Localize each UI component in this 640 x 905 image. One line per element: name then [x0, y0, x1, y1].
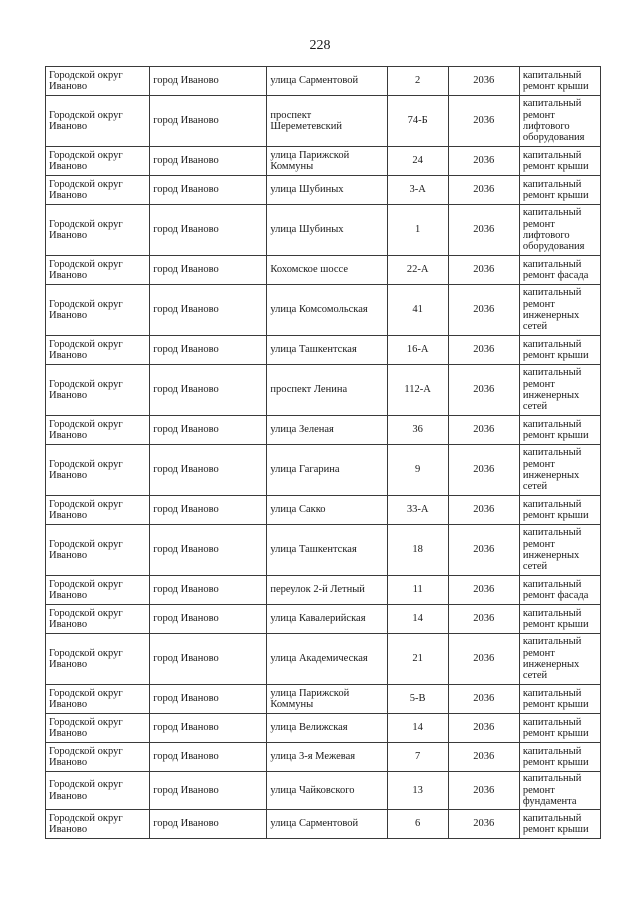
table-row: [46, 256, 601, 285]
year-cell: 2036: [448, 810, 519, 839]
table-row: [46, 205, 601, 256]
year-cell: 2036: [448, 256, 519, 285]
house-number-cell: 22-А: [387, 256, 448, 285]
table-row: [46, 743, 601, 772]
city-cell: город Иваново: [150, 605, 267, 634]
street-cell: улица Шубиных: [267, 205, 387, 256]
year-cell: 2036: [448, 365, 519, 416]
work-type-cell: капитальный ремонт крыши: [519, 176, 600, 205]
okrug-cell: Городской округ Иваново: [46, 634, 150, 685]
table-row: [46, 445, 601, 496]
city-cell: город Иваново: [150, 576, 267, 605]
okrug-cell: Городской округ Иваново: [46, 147, 150, 176]
work-type-cell: капитальный ремонт фундамента: [519, 772, 600, 810]
house-number-cell: 14: [387, 714, 448, 743]
city-cell: город Иваново: [150, 525, 267, 576]
street-cell: улица Комсомольская: [267, 285, 387, 336]
okrug-cell: Городской округ Иваново: [46, 772, 150, 810]
street-cell: улица Академическая: [267, 634, 387, 685]
street-cell: улица Парижской Коммуны: [267, 147, 387, 176]
city-cell: город Иваново: [150, 634, 267, 685]
table-row: [46, 336, 601, 365]
street-cell: улица Шубиных: [267, 176, 387, 205]
okrug-cell: Городской округ Иваново: [46, 685, 150, 714]
work-type-cell: капитальный ремонт крыши: [519, 810, 600, 839]
work-type-cell: капитальный ремонт фасада: [519, 256, 600, 285]
year-cell: 2036: [448, 685, 519, 714]
street-cell: улица Чайковского: [267, 772, 387, 810]
page-number: 228: [309, 38, 331, 53]
okrug-cell: Городской округ Иваново: [46, 67, 150, 96]
street-cell: улица 3-я Межевая: [267, 743, 387, 772]
house-number-cell: 16-А: [387, 336, 448, 365]
table-row: [46, 772, 601, 810]
house-number-cell: 24: [387, 147, 448, 176]
house-number-cell: 112-А: [387, 365, 448, 416]
city-cell: город Иваново: [150, 336, 267, 365]
house-number-cell: 9: [387, 445, 448, 496]
work-type-cell: капитальный ремонт крыши: [519, 743, 600, 772]
work-type-cell: капитальный ремонт крыши: [519, 416, 600, 445]
city-cell: город Иваново: [150, 743, 267, 772]
house-number-cell: 2: [387, 67, 448, 96]
city-cell: город Иваново: [150, 365, 267, 416]
work-type-cell: капитальный ремонт крыши: [519, 67, 600, 96]
work-type-cell: капитальный ремонт фасада: [519, 576, 600, 605]
house-number-cell: 21: [387, 634, 448, 685]
table-row: [46, 285, 601, 336]
city-cell: город Иваново: [150, 772, 267, 810]
house-number-cell: 3-А: [387, 176, 448, 205]
year-cell: 2036: [448, 147, 519, 176]
work-type-cell: капитальный ремонт крыши: [519, 714, 600, 743]
table-row: [46, 685, 601, 714]
year-cell: 2036: [448, 445, 519, 496]
year-cell: 2036: [448, 416, 519, 445]
house-number-cell: 11: [387, 576, 448, 605]
house-number-cell: 14: [387, 605, 448, 634]
street-cell: улица Ташкентская: [267, 525, 387, 576]
street-cell: проспект Ленина: [267, 365, 387, 416]
table-row: [46, 176, 601, 205]
house-number-cell: 33-А: [387, 496, 448, 525]
okrug-cell: Городской округ Иваново: [46, 256, 150, 285]
house-number-cell: 7: [387, 743, 448, 772]
house-number-cell: 5-В: [387, 685, 448, 714]
house-number-cell: 18: [387, 525, 448, 576]
street-cell: улица Зеленая: [267, 416, 387, 445]
work-type-cell: капитальный ремонт инженерных сетей: [519, 445, 600, 496]
city-cell: город Иваново: [150, 445, 267, 496]
city-cell: город Иваново: [150, 147, 267, 176]
city-cell: город Иваново: [150, 285, 267, 336]
okrug-cell: Городской округ Иваново: [46, 445, 150, 496]
table-row: [46, 496, 601, 525]
table-row: [46, 525, 601, 576]
house-number-cell: 1: [387, 205, 448, 256]
work-type-cell: капитальный ремонт лифтового оборудования: [519, 96, 600, 147]
street-cell: улица Гагарина: [267, 445, 387, 496]
table-row: [46, 365, 601, 416]
city-cell: город Иваново: [150, 714, 267, 743]
street-cell: улица Кавалерийская: [267, 605, 387, 634]
work-type-cell: капитальный ремонт инженерных сетей: [519, 365, 600, 416]
year-cell: 2036: [448, 605, 519, 634]
city-cell: город Иваново: [150, 176, 267, 205]
street-cell: улица Сарментовой: [267, 810, 387, 839]
house-number-cell: 74-Б: [387, 96, 448, 147]
okrug-cell: Городской округ Иваново: [46, 525, 150, 576]
table-row: [46, 147, 601, 176]
year-cell: 2036: [448, 576, 519, 605]
table-row: [46, 605, 601, 634]
okrug-cell: Городской округ Иваново: [46, 365, 150, 416]
city-cell: город Иваново: [150, 205, 267, 256]
table-row: [46, 96, 601, 147]
street-cell: улица Сакко: [267, 496, 387, 525]
city-cell: город Иваново: [150, 810, 267, 839]
city-cell: город Иваново: [150, 416, 267, 445]
year-cell: 2036: [448, 96, 519, 147]
house-number-cell: 41: [387, 285, 448, 336]
okrug-cell: Городской округ Иваново: [46, 605, 150, 634]
okrug-cell: Городской округ Иваново: [46, 336, 150, 365]
city-cell: город Иваново: [150, 685, 267, 714]
street-cell: проспект Шереметевский: [267, 96, 387, 147]
work-type-cell: капитальный ремонт крыши: [519, 336, 600, 365]
okrug-cell: Городской округ Иваново: [46, 576, 150, 605]
street-cell: улица Парижской Коммуны: [267, 685, 387, 714]
work-type-cell: капитальный ремонт инженерных сетей: [519, 285, 600, 336]
year-cell: 2036: [448, 285, 519, 336]
work-type-cell: капитальный ремонт крыши: [519, 147, 600, 176]
street-cell: улица Велижская: [267, 714, 387, 743]
city-cell: город Иваново: [150, 496, 267, 525]
okrug-cell: Городской округ Иваново: [46, 496, 150, 525]
work-type-cell: капитальный ремонт крыши: [519, 685, 600, 714]
city-cell: город Иваново: [150, 256, 267, 285]
table-row: [46, 416, 601, 445]
okrug-cell: Городской округ Иваново: [46, 285, 150, 336]
work-type-cell: капитальный ремонт инженерных сетей: [519, 525, 600, 576]
okrug-cell: Городской округ Иваново: [46, 416, 150, 445]
work-type-cell: капитальный ремонт инженерных сетей: [519, 634, 600, 685]
year-cell: 2036: [448, 176, 519, 205]
house-number-cell: 13: [387, 772, 448, 810]
year-cell: 2036: [448, 336, 519, 365]
year-cell: 2036: [448, 743, 519, 772]
street-cell: улица Сарментовой: [267, 67, 387, 96]
house-number-cell: 6: [387, 810, 448, 839]
year-cell: 2036: [448, 496, 519, 525]
okrug-cell: Городской округ Иваново: [46, 714, 150, 743]
table-row: [46, 634, 601, 685]
table-row: [46, 67, 601, 96]
street-cell: улица Ташкентская: [267, 336, 387, 365]
okrug-cell: Городской округ Иваново: [46, 96, 150, 147]
year-cell: 2036: [448, 772, 519, 810]
table-row: [46, 576, 601, 605]
table-row: [46, 810, 601, 839]
okrug-cell: Городской округ Иваново: [46, 176, 150, 205]
okrug-cell: Городской округ Иваново: [46, 205, 150, 256]
repair-schedule-table: [45, 66, 601, 839]
table-body: [46, 67, 601, 839]
year-cell: 2036: [448, 205, 519, 256]
city-cell: город Иваново: [150, 96, 267, 147]
year-cell: 2036: [448, 634, 519, 685]
house-number-cell: 36: [387, 416, 448, 445]
table-row: [46, 714, 601, 743]
okrug-cell: Городской округ Иваново: [46, 743, 150, 772]
work-type-cell: капитальный ремонт крыши: [519, 496, 600, 525]
city-cell: город Иваново: [150, 67, 267, 96]
okrug-cell: Городской округ Иваново: [46, 810, 150, 839]
year-cell: 2036: [448, 525, 519, 576]
work-type-cell: капитальный ремонт лифтового оборудования: [519, 205, 600, 256]
year-cell: 2036: [448, 67, 519, 96]
work-type-cell: капитальный ремонт крыши: [519, 605, 600, 634]
street-cell: Кохомское шоссе: [267, 256, 387, 285]
year-cell: 2036: [448, 714, 519, 743]
street-cell: переулок 2-й Летный: [267, 576, 387, 605]
